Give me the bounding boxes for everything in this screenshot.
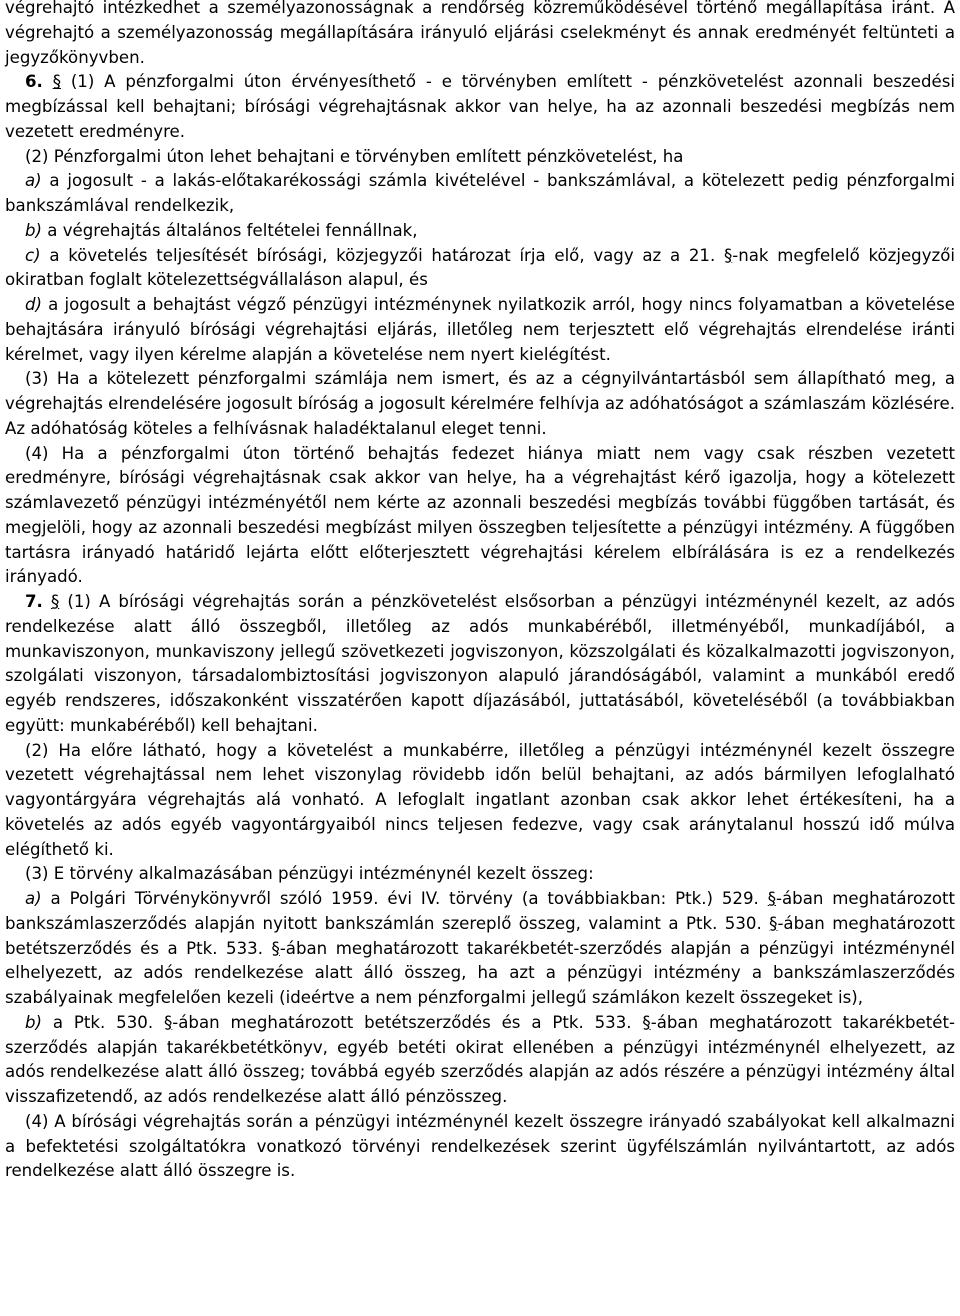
paragraph-text: -ában meghatározott takarékbetét-szerződés alapján a pénzügyi intézménynél elhelyezett, az adós rendelkezése alatt álló összeg, ha azt a pénzügyi intézmény a bankszámlaszerződés szabályainak megfelelően kezeli (ideértve a nem pénzforgalmi jellegű számlákon kezelt összegeket is), [5,938,956,1007]
paragraph-text: (2) Ha előre látható, hogy a követelést a munkabérre, illetőleg a pénzügyi intézménynél kezelt összegre vezetett végrehajtással nem lehet viszonylag rövidebb időn belül behajtani, az adós bármilyen lefoglalható vagyontárgyára végrehajtás alá vonható. A lefoglalt ingatlant azonban csak akkor lehet értékesíteni, ha a követelés az adós egyéb vagyontárgyaiból nincs teljesen fedezve, vagy csak aránytalanul hosszú idő múlva elégíthető ki. [5,740,955,859]
section-7-para-4 [5,1110,955,1184]
list-label: b) [25,220,43,240]
paragraph-text: a követelés teljesítését bírósági, közjegyzői határozat írja elő, vagy az a 21. [40,245,724,265]
paragraph-intro [5,0,955,70]
paragraph-text: végrehajtó intézkedhet a személyazonosságnak a rendőrség közreműködésével történő megállapítása iránt. A végrehajtó a személyazonosság megállapítására irányuló eljárási cselekményt és annak eredményét feltünteti a jegyzőkönyvben. [5,0,955,67]
section-6-para-2 [5,145,955,170]
paragraph-text: (3) E törvény alkalmazásában pénzügyi intézménynél kezelt összeg: [25,864,594,884]
paragraph-text: a Polgári Törvénykönyvről szóló 1959. évi IV. törvény (a továbbiakban: Ptk.) 529. [41,889,768,908]
list-label: a) [25,171,42,191]
section-sign-link[interactable]: § [50,592,60,611]
paragraph-text: -ában meghatározott takarékbetét-szerződés alapján takarékbetétkönyv, egyéb betéti okirat ellenében a pénzügyi intézménynél elhelyezett, az adós rendelkezése alatt álló összeg; továbbá egyéb szerződés alapján az adós részére a pénzügyi intézmény által visszafizetendő, az adós rendelkezése alatt álló pénzösszeg. [5,1012,955,1106]
list-item-a [5,887,955,1011]
section-number: 7. [25,592,43,611]
paragraph-text: a jogosult - a lakás-előtakarékossági számla kivételével - bankszámlával, a kötelezett pedig pénzforgalmi bankszámlával rendelkezik, [5,171,955,215]
paragraph-text: a jogosult a behajtást végző pénzügyi intézménynek nyilatkozik arról, hogy nincs folyamatban a követelése behajtására irányuló bírósági végrehajtási eljárás, illetőleg nem terjesztett elő végrehajtás elrendelése iránti kérelmet, vagy ilyen kérelme alapján a követelése nem nyert kielégítést. [5,295,955,364]
list-label: d) [25,295,43,314]
paragraph-text: a végrehajtás általános feltételei fennállnak, [42,220,418,240]
section-sign-link[interactable]: § [767,889,776,908]
section-number: 6. [25,72,43,92]
list-item-d [5,293,955,367]
section-sign-link[interactable]: § [271,938,280,958]
section-sign-link[interactable]: § [723,245,733,265]
list-item-b [5,219,955,244]
list-label: b) [25,1012,43,1032]
paragraph-text: -nak megfelelő közjegyzői okiratban foglalt kötelezettségvállaláson alapul, és [5,245,955,290]
paragraph-text: (2) Pénzforgalmi úton lehet behajtani e törvényben említett pénzkövetelést, ha [25,146,684,166]
list-item-a [5,169,955,219]
list-item-b [5,1011,955,1110]
section-6-para-1 [5,70,955,144]
paragraph-text: -ában meghatározott betétszerződés és a Ptk. 533. [172,1012,643,1032]
section-7-para-3 [5,862,955,887]
list-item-c [5,244,955,294]
paragraph-text: (4) Ha a pénzforgalmi úton történő behajtás fedezet hiánya miatt nem vagy csak részben vezetett eredményre, bírósági végrehajtásnak csak akkor van helye, ha a végrehajtást kérő igazolja, hogy a kötelezett számlavezető pénzügyi intézményétől nem kérte az azonnali beszedési megbízás további függőben tartását, és megjelöli, hogy az azonnali beszedési megbízást milyen összegben teljesítette a pénzügyi intézmény. A függőben tartásra irányadó határidő lejárta előtt előterjesztett végrehajtási kérelem elbírálására is ez a rendelkezés irányadó. [5,443,955,587]
paragraph-text: (4) A bírósági végrehajtás során a pénzügyi intézménynél kezelt összegre irányadó szabályokat kell alkalmazni a befektetési szolgáltatókra vonatkozó törvényi rendelkezések szerint ügyfélszámlán nyilvántartott, az adós rendelkezése alatt álló összegre is. [5,1111,955,1181]
paragraph-text: -ában meghatározott bankszámlaszerződés alapján nyitott bankszámlán szereplő összeg, valamint a Ptk. 530. [5,889,955,933]
section-7-para-2 [5,739,955,863]
section-sign-link[interactable]: § [52,72,61,92]
list-label: c) [25,245,41,265]
paragraph-text: a Ptk. 530. [42,1012,164,1032]
section-sign-link[interactable]: § [642,1012,651,1032]
section-7-para-1 [5,590,955,739]
section-6-para-3 [5,367,955,441]
paragraph-text: -ában meghatározott betétszerződés és a Ptk. 533. [5,913,955,958]
paragraph-text: (1) A pénzforgalmi úton érvényesíthető - e törvényben említett - pénzkövetelést azonnali beszedési megbízással kell behajtani; bírósági végrehajtásnak akkor van helye, ha az azonnali beszedési megbízás nem vezetett eredményre. [5,72,955,141]
paragraph-text: (3) Ha a kötelezett pénzforgalmi számlája nem ismert, és az a cégnyilvántartásból sem állapítható meg, a végrehajtás elrendelésére jogosult bíróság a jogosult kérelmére felhívja az adóhatóságot a számlaszám közlésére. Az adóhatóság köteles a felhívásnak haladéktalanul eleget tenni. [5,369,955,438]
section-sign-link[interactable]: § [163,1012,173,1032]
list-label: a) [25,889,42,908]
section-6-para-4 [5,442,955,591]
paragraph-text: (1) A bírósági végrehajtás során a pénzkövetelést elsősorban a pénzügyi intézménynél kezelt, az adós rendelkezése alatt álló összegből, illetőleg az adós munkabéréből, illetményéből, munkadíjából, a munkaviszonyon, munkaviszony jellegű szövetkezeti jogviszonyon, közszolgálati és közalkalmazotti jogviszonyon, szolgálati viszonyon, társadalombiztosítási jogviszonyon alapuló járandóságából, valamint a munkából eredő egyéb rendszeres, időszakonként visszatérően kapott díjazásából, juttatásából, követeléséből (a továbbiakban együtt: munkabéréből) kell behajtani. [5,592,955,735]
section-sign-link[interactable]: § [769,913,778,933]
